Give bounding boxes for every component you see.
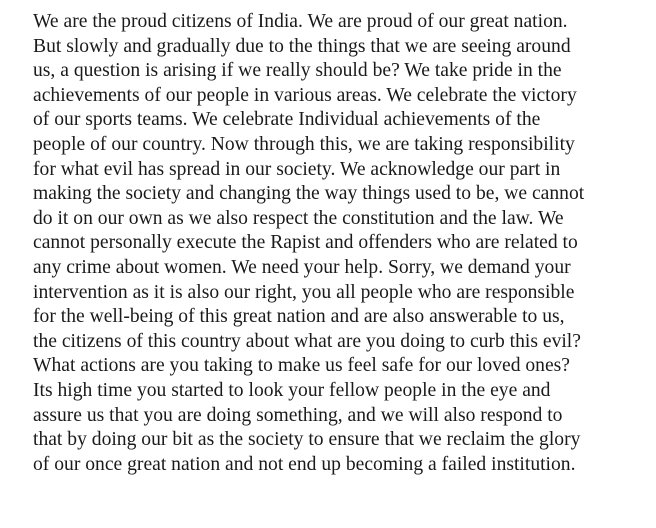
text-line-13: for the well-being of this great nation and are also answerable to us, [33,306,565,328]
document-paragraph [33,10,653,477]
text-line-14: the citizens of this country about what are you doing to curb this evil? [33,330,581,352]
text-line-10: cannot personally execute the Rapist and offenders who are related to [33,232,578,254]
text-line-16: Its high time you started to look your fellow people in the eye and [33,379,551,401]
text-line-19: of our once great nation and not end up becoming a failed institution. [33,453,576,475]
text-line-11: any crime about women. We need your help. Sorry, we demand your [33,256,571,278]
text-line-1: We are the proud citizens of India. We are proud of our great nation. [33,11,568,32]
text-line-8: making the society and changing the way things used to be, we cannot [33,183,585,205]
text-line-7: for what evil has spread in our society. We acknowledge our part in [33,158,561,180]
text-line-4: achievements of our people in various areas. We celebrate the victory [33,84,577,106]
text-line-17: assure us that you are doing something, and we will also respond to [33,404,563,426]
text-line-6: people of our country. Now through this, we are taking responsibility [33,133,575,155]
text-line-3: us, a question is arising if we really should be? We take pride in the [33,60,562,82]
text-line-9: do it on our own as we also respect the constitution and the law. We [33,207,564,229]
text-line-12: intervention as it is also our right, you all people who are responsible [33,281,575,303]
text-line-5: of our sports teams. We celebrate Individual achievements of the [33,109,541,131]
text-line-18: that by doing our bit as the society to ensure that we reclaim the glory [33,429,581,451]
text-line-2: But slowly and gradually due to the things that we are seeing around [33,35,571,57]
text-line-15: What actions are you taking to make us feel safe for our loved ones? [33,355,571,377]
